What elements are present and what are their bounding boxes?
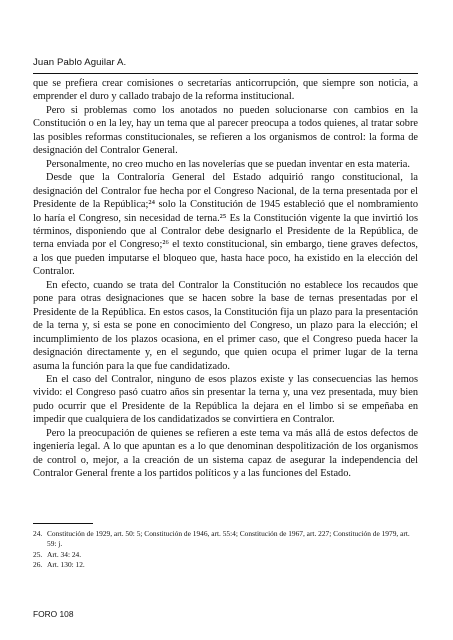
- paragraph: Pero la preocupación de quienes se refieren a este tema va más allá de estos defectos de ingeniería legal. A lo que apuntan es a lo que denominan despolitización de los organismos de control o, mejor, a la creación de un sistema capaz de asegurar la independencia del Contralor General frente a los partidos políticos y a las funciones del Estado.: [33, 427, 418, 480]
- paragraph: Personalmente, no creo mucho en las novelerías que se puedan inventar en esta materia.: [46, 158, 410, 170]
- paragraph: En efecto, cuando se trata del Contralor la Constitución no establece los recaudos que pone para otras designaciones que se hacen sobre la base de ternas presentadas por el Presidente de la República. En estos casos, la Constitución fija un plazo para la presentación de la terna y, si esta se pone en conocimiento del Congreso, un plazo para la elección; el incumplimiento de los plazos ocasiona, en el primer caso, que el Congreso pueda hacer la designación directamente y, en el segundo, que quien ocupa el primer lugar de la terna asuma la función para la que fue candidatizado.: [33, 279, 418, 372]
- footnote-rule: [33, 523, 93, 524]
- header-rule: [33, 73, 418, 74]
- footnote: [33, 550, 418, 560]
- footnote: [33, 529, 418, 550]
- body-text: [33, 77, 418, 481]
- running-head: Juan Pablo Aguilar A.: [33, 57, 127, 68]
- footnote: [33, 560, 418, 570]
- paragraph: que se prefiera crear comisiones o secretarías anticorrupción, que siempre son noticia, a emprender el duro y callado trabajo de la reforma institucional.: [33, 78, 418, 103]
- footnotes: [33, 529, 418, 570]
- footnote-text: Art. 130: 12.: [47, 559, 85, 569]
- footnote-number: 26.: [33, 559, 43, 569]
- page-footer: FORO 108: [33, 609, 74, 619]
- footnote-number: 25.: [33, 549, 43, 559]
- footnote-number: 24.: [33, 529, 43, 538]
- footnote-text: Art. 34: 24.: [47, 549, 82, 559]
- footnote-text: Constitución de 1929, art. 50: 5; Constitución de 1946, art. 55:4; Constitución de 1967, art. 227; Constitución de 1979, art. 59: j.: [47, 529, 410, 549]
- paragraph: Pero si problemas como los anotados no pueden solucionarse con cambios en la Constitución o en la ley, hay un tema que al parecer preocupa a todos quienes, al tratar sobre las posibles reformas constitucionales, se refieren a los organismos de control: la forma de designación del Contralor General.: [33, 104, 418, 157]
- paragraph: En el caso del Contralor, ninguno de esos plazos existe y las consecuencias las hemos vivido: el Congreso pasó cuatro años sin presentar la terna y, una vez presentada, muy bien pudo ocurrir que el Presidente de la República la dejara en el limbo si se empeñaba en impedir que cualquiera de los candidatizados se convirtiera en Contralor.: [33, 373, 418, 426]
- paragraph: Desde que la Contraloría General del Estado adquirió rango constitucional, la designación del Contralor fue hecha por el Congreso Nacional, de la terna presentada por el Presidente de la República;²⁴ solo la Constitución de 1945 estableció que el nombramiento lo haría el Congreso, sin necesidad de terna.²⁵ Es la Constitución vigente la que invirtió los términos, disponiendo que al Contralor debe designarlo el Presidente de la República, de terna enviada por el Congreso;²⁶ el texto constitucional, sin embargo, tiene graves defectos, a los que pueden imputarse el bloqueo que, hasta hace poco, ha existido en la elección del Contralor.: [33, 172, 418, 278]
